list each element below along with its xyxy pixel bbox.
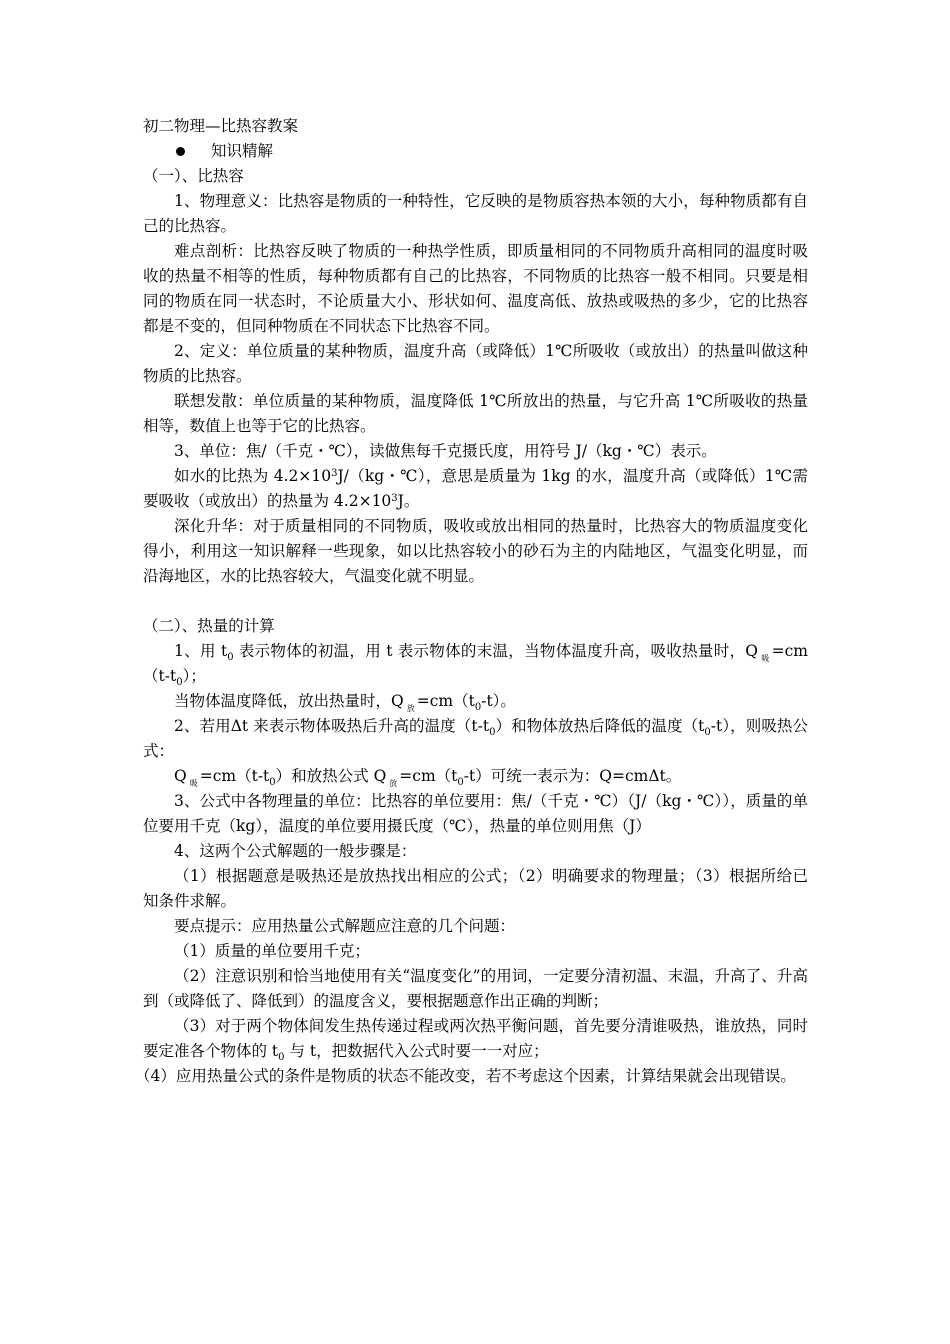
paragraph: 难点剖析：比热容反映了物质的一种热学性质，即质量相同的不同物质升高相同的温度时吸收的热量不相等的性质，每种物质都有自己的比热容，不同物质的比热容一般不相同。只要是相同的物质在同一状态时，不论质量大小、形状如何、温度高低、放热或吸热的多少，它的比热容都是不变的，但同种物质在不同状态下比热容不同。 [143, 242, 808, 335]
section-heading-1: （一）、比热容 [143, 167, 244, 185]
spacer [143, 589, 808, 614]
paragraph: 3、公式中各物理量的单位：比热容的单位要用：焦/（千克・℃）（J/（kg・℃）），质量的单位要用千克（kg），温度的单位要用摄氏度（℃），热量的单位则用焦（J） [143, 792, 808, 835]
paragraph: （4）应用热量公式的条件是物质的状态不能改变，若不考虑这个因素，计算结果就会出现错误。 [135, 1067, 796, 1085]
section-knowledge-label: 知识精解 [211, 142, 274, 160]
paragraph: 2、定义：单位质量的某种物质，温度升高（或降低）1℃所吸收（或放出）的热量叫做这种物质的比热容。 [143, 342, 808, 385]
paragraph: 1、物理意义：比热容是物质的一种特性，它反映的是物质容热本领的大小，每种物质都有自己的比热容。 [143, 192, 808, 235]
paragraph: 2、若用Δt 来表示物体吸热后升高的温度$(t-t_0)$和物体放热后降低的温度$(t_0-t)$，则吸热公式： [143, 717, 809, 760]
paragraph: 要点提示：应用热量公式解题应注意的几个问题： [174, 917, 516, 935]
paragraph: 1、用 $t_0$ 表示物体的初温，用 t 表示物体的末温，当物体温度升高，吸收热量时，Q $_吸 =cm(t-t_0)$； [143, 642, 808, 688]
paragraph: 3、单位：焦/（千克・℃），读做焦每千克摄氏度，用符号 J/（kg・℃）表示。 [174, 442, 717, 460]
paragraph: 当物体温度降低，放出热量时，Q $_放 =cm(t_0-t)$。 [174, 692, 516, 713]
document-title: 初二物理—比热容教案 [143, 117, 299, 135]
section-knowledge [143, 139, 808, 164]
paragraph: （2）注意识别和恰当地使用有关“温度变化”的用词，一定要分清初温、末温，升高了、升高到（或降低了、降低到）的温度含义，要根据题意作出正确的判断； [143, 967, 808, 1010]
paragraph: 4、这两个公式解题的一般步骤是： [174, 842, 417, 860]
paragraph: （1）质量的单位要用千克； [174, 942, 370, 960]
paragraph: （3）对于两个物体间发生热传递过程或两次热平衡问题，首先要分清谁吸热，谁放热，同时要定准各个物体的 $t_0$ 与 t，把数据代入公式时要一一对应； [143, 1017, 808, 1063]
formula-paragraph: Q $_吸 =cm(t-t_0)$和放热公式 Q $_放 =cm(t_0-t)$可统一表示为：Q=cmΔt。 [174, 767, 682, 788]
paragraph: （1）根据题意是吸热还是放热找出相应的公式；（2）明确要求的物理量；（3）根据所给已知条件求解。 [143, 867, 808, 910]
paragraph: 联想发散：单位质量的某种物质，温度降低 1℃所放出的热量，与它升高 1℃所吸收的热量相等，数值上也等于它的比热容。 [143, 392, 808, 435]
paragraph: 深化升华：对于质量相同的不同物质，吸收或放出相同的热量时，比热容大的物质温度变化得小，利用这一知识解释一些现象，如以比热容较小的砂石为主的内陆地区，气温变化明显，而沿海地区，水的比热容较大，气温变化就不明显。 [143, 517, 808, 585]
document-body [135, 114, 809, 1089]
bullet-icon [176, 147, 185, 156]
paragraph: 如水的比热为 $4.2\times 10^3J/(kg$・℃），意思是质量为 1kg 的水，温度升高（或降低）1℃需要吸收（或放出）的热量为 $4.2\times 10^3J$。 [143, 467, 808, 510]
section-heading-2: （二）、热量的计算 [143, 617, 275, 635]
